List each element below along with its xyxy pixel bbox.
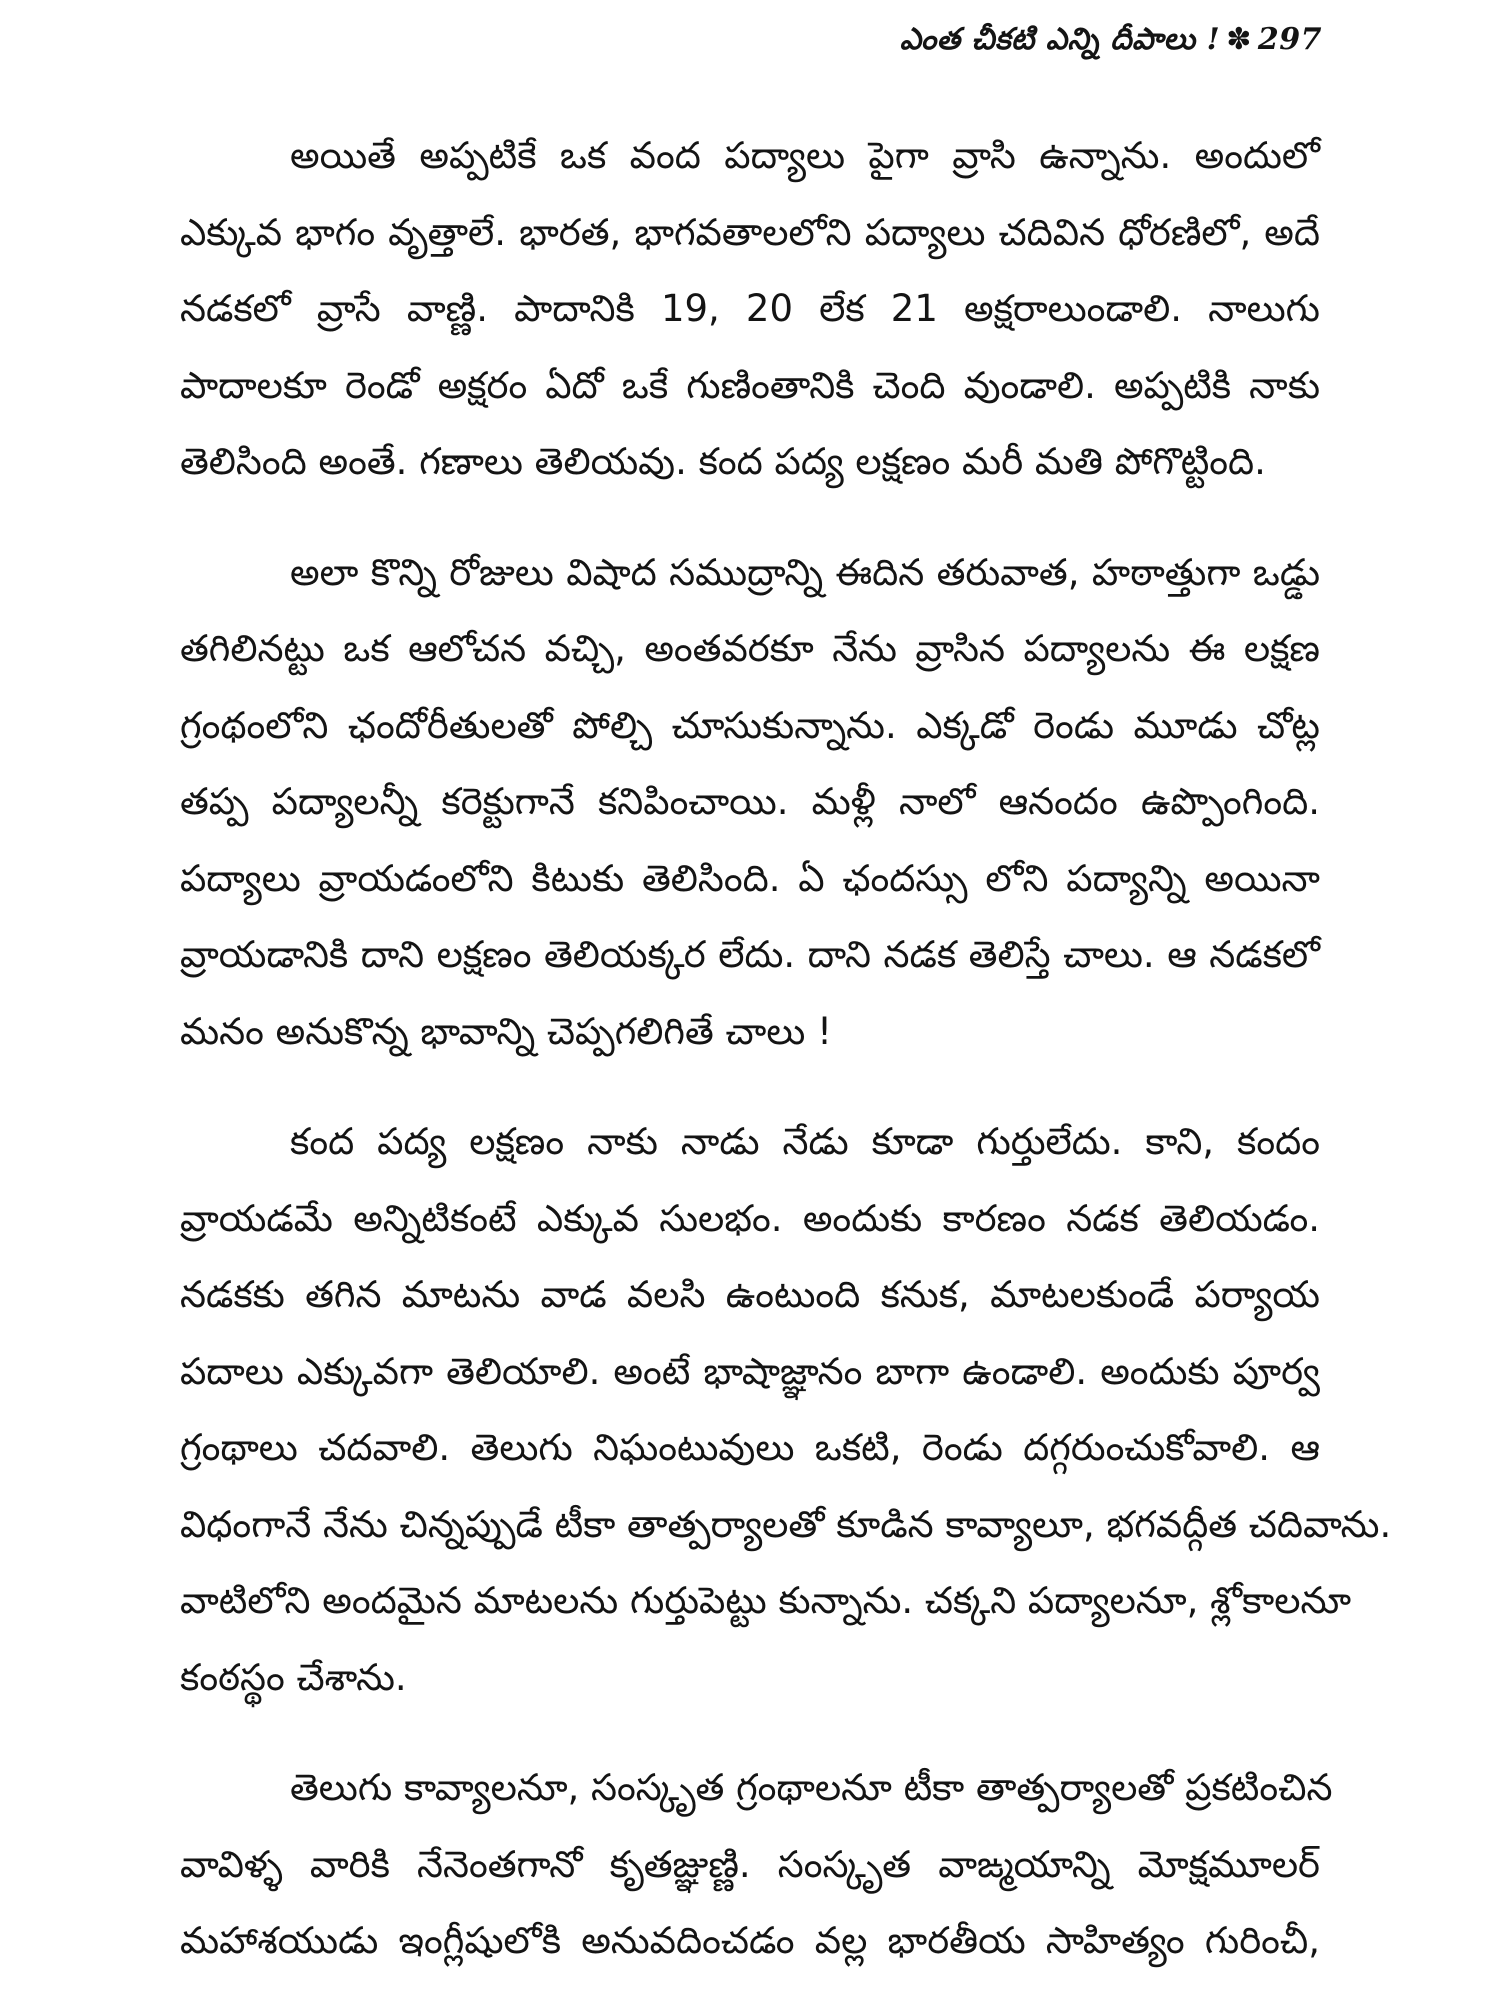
paragraph-1	[180, 118, 1320, 501]
text-line: మహాశయుడు ఇంగ్లీషులోకి అనువదించడం వల్ల భారతీయ సాహిత్యం గురించీ,	[180, 1919, 1320, 1962]
text-line: తగిలినట్టు ఒక ఆలోచన వచ్చి, అంతవరకూ నేను వ్రాసిన పద్యాలను ఈ లక్షణ	[180, 627, 1320, 670]
paragraph-gap	[180, 1716, 1320, 1750]
running-title: ఎంత చీకటి ఎన్ని దీపాలు !	[899, 22, 1221, 57]
text-line: వావిళ్ళ వారికి నేనెంతగానో కృతజ్ఞుణ్ణి. సంస్కృత వాఙ్మయాన్ని మోక్షమూలర్	[180, 1842, 1320, 1886]
text-line: పాదాలకూ రెండో అక్షరం ఏదో ఒకే గుణింతానికి చెంది వుండాలి. అప్పటికి నాకు	[180, 363, 1320, 407]
text-line: అయితే అప్పటికే ఒక వంద పద్యాలు పైగా వ్రాసి ఉన్నాను. అందులో	[290, 134, 1320, 177]
text-line: మనం అనుకొన్న భావాన్ని చెప్పగలిగితే చాలు !	[180, 1009, 832, 1053]
text-line: తప్ప పద్యాలన్నీ కరెక్టుగానే కనిపించాయి. మళ్లీ నాలో ఆనందం ఉప్పొంగింది.	[180, 780, 1320, 823]
page-body	[180, 118, 1392, 1980]
text-line: నడకకు తగిన మాటను వాడ వలసి ఉంటుంది కనుక, మాటలకుండే పర్యాయ	[180, 1273, 1320, 1316]
paragraph-gap	[180, 1070, 1320, 1104]
text-line: విధంగానే నేను చిన్నప్పుడే టీకా తాత్పర్యాలతో కూడిన కావ్యాలూ, భగవద్గీత చదివాను.	[180, 1502, 1392, 1546]
text-line: పదాలు ఎక్కువగా తెలియాలి. అంటే భాషాజ్ఞానం బాగా ఉండాలి. అందుకు పూర్వ	[180, 1349, 1320, 1393]
text-line: కంద పద్య లక్షణం నాకు నాడు నేడు కూడా గుర్తులేదు. కాని, కందం	[290, 1120, 1320, 1163]
text-line: అలా కొన్ని రోజులు విషాద సముద్రాన్ని ఈదిన తరువాత, హఠాత్తుగా ఒడ్డు	[290, 550, 1320, 594]
page-number: 297	[1257, 22, 1322, 57]
text-line: వాటిలోని అందమైన మాటలను గుర్తుపెట్టు కున్నాను. చక్కని పద్యాలనూ, శ్లోకాలనూ	[180, 1579, 1352, 1622]
running-header	[900, 22, 1322, 64]
text-line: నడకలో వ్రాసే వాణ్ణి. పాదానికి 19, 20 లేక 21 అక్షరాలుండాలి. నాలుగు	[180, 287, 1320, 330]
text-line: కంఠస్థం చేశాను.	[180, 1655, 407, 1699]
text-line: వ్రాయడానికి దాని లక్షణం తెలియక్కర లేదు. దాని నడక తెలిస్తే చాలు. ఆ నడకలో	[180, 933, 1320, 976]
text-line: వ్రాయడమే అన్నిటికంటే ఎక్కువ సులభం. అందుకు కారణం నడక తెలియడం.	[180, 1196, 1320, 1240]
paragraph-2	[180, 535, 1320, 1071]
text-line: తెలుగు కావ్యాలనూ, సంస్కృత గ్రంథాలనూ టీకా తాత్పర్యాలతో ప్రకటించిన	[290, 1766, 1333, 1809]
paragraph-4	[180, 1750, 1333, 1980]
text-line: గ్రంథాలు చదవాలి. తెలుగు నిఘంటువులు ఒకటి, రెండు దగ్గరుంచుకోవాలి. ఆ	[180, 1426, 1320, 1469]
paragraph-3	[180, 1104, 1392, 1716]
text-line: గ్రంథంలోని ఛందోరీతులతో పోల్చి చూసుకున్నాను. ఎక్కడో రెండు మూడు చోట్ల	[180, 703, 1320, 747]
text-line: ఎక్కువ భాగం వృత్తాలే. భారత, భాగవతాలలోని పద్యాలు చదివిన ధోరణిలో, అదే	[180, 210, 1320, 254]
separator-asterisk-icon: ✽	[1226, 22, 1252, 57]
paragraph-gap	[180, 501, 1320, 535]
text-line: తెలిసింది అంతే. గణాలు తెలియవు. కంద పద్య లక్షణం మరీ మతి పోగొట్టింది.	[180, 440, 1266, 483]
text-line: పద్యాలు వ్రాయడంలోని కిటుకు తెలిసింది. ఏ ఛందస్సు లోని పద్యాన్ని అయినా	[180, 856, 1320, 900]
